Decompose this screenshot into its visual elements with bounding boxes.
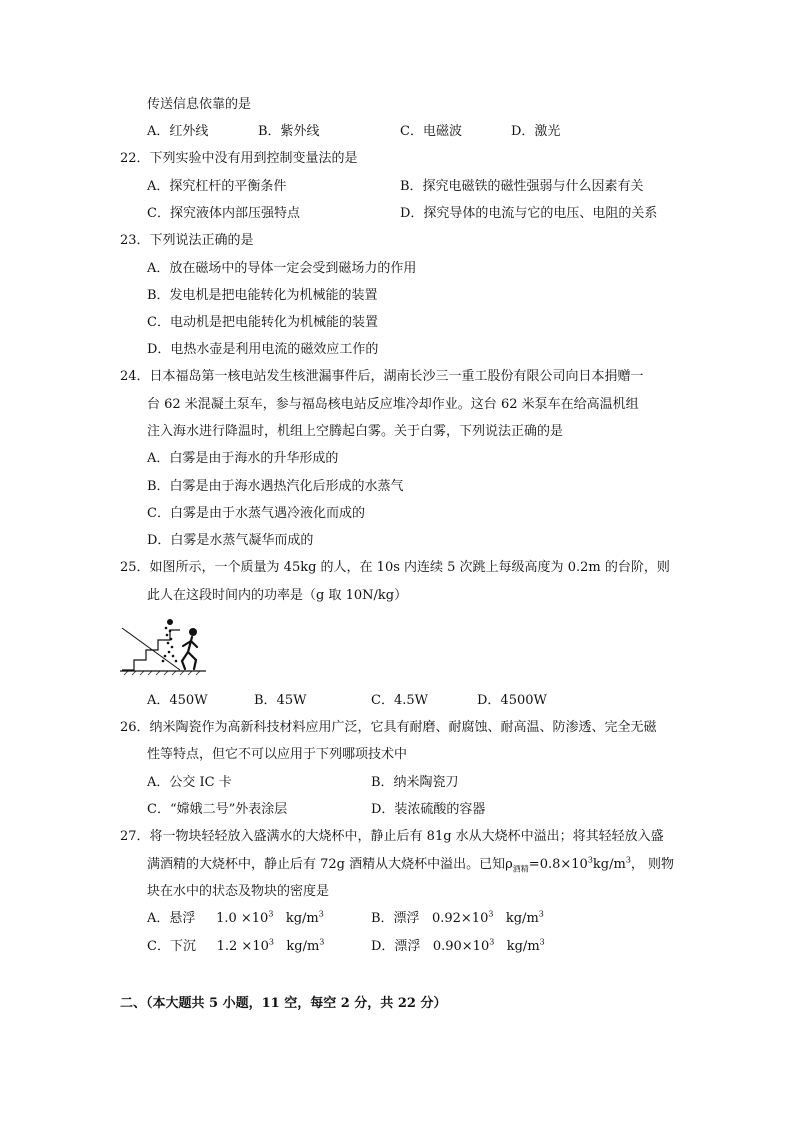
q25-option-c: C．4.5W	[371, 693, 428, 708]
option-exponent: 3	[268, 937, 274, 947]
ghost-person	[162, 619, 178, 662]
q24-option-a: A．白雾是由于海水的升华形成的	[147, 451, 339, 466]
q22-option-a: A．探究杠杆的平衡条件	[147, 179, 287, 194]
q25-option-a: A．450W	[147, 693, 208, 708]
rho-symbol: ρ	[505, 857, 513, 872]
section-2-heading: 二、（本大题共 5 小题，11 空，每空 2 分，共 22 分）	[120, 996, 447, 1011]
q26-stem-line1: 26．纳米陶瓷作为高新科技材料应用广泛，它具有耐磨、耐腐蚀、耐高温、防渗透、完全无磁	[120, 720, 657, 735]
q26-stem-line2: 性等特点，但它不可以应用于下列哪项技术中	[147, 747, 408, 762]
stairs-figure	[118, 614, 208, 676]
option-letter: C．下沉	[147, 939, 196, 954]
q27-stem-line2	[147, 856, 674, 874]
q21-option-a: A．红外线	[147, 124, 209, 139]
q27-stem-line3: 块在水中的状态及物块的密度是	[147, 884, 330, 899]
option-letter: B．漂浮	[371, 911, 420, 926]
option-exponent: 3	[268, 909, 274, 919]
q26-option-b: B．纳米陶瓷刀	[371, 775, 459, 790]
option-number: 0.90×10	[432, 939, 490, 954]
q24-stem-line2: 台 62 米混凝土泵车，参与福岛核电站反应堆冷却作业。这台 62 米泵车在给高温机组	[147, 397, 639, 412]
q26-option-c: C．“嫦娥二号”外表涂层	[147, 802, 288, 817]
q24-option-b: B．白雾是由于海水遇热汽化后形成的水蒸气	[147, 479, 404, 494]
rho-value: =0.8×10	[528, 857, 588, 872]
option-letter: D．漂浮	[371, 939, 421, 954]
q22-option-c: C．探究液体内部压强特点	[147, 206, 300, 221]
q27-option-c	[147, 938, 324, 956]
q23-option-b: B．发电机是把电能转化为机械能的装置	[147, 288, 378, 303]
option-unit-exponent: 3	[318, 909, 324, 919]
option-letter: A．悬浮	[147, 911, 196, 926]
q23-option-d: D．电热水壶是利用电流的磁效应工作的	[147, 342, 379, 357]
option-exponent: 3	[488, 909, 494, 919]
option-number: 0.92×10	[431, 911, 489, 926]
q23-stem: 23．下列说法正确的是	[120, 233, 254, 248]
q25-option-d: D．4500W	[477, 693, 547, 708]
option-exponent: 3	[489, 937, 495, 947]
q21-stem-cont: 传送信息依靠的是	[147, 97, 252, 112]
q27-stem-line2-tail: ， 则物	[630, 857, 675, 872]
option-unit: kg/m	[506, 939, 540, 954]
person	[182, 628, 197, 669]
q24-option-d: D．白雾是水蒸气凝华而成的	[147, 533, 314, 548]
q24-option-c: C．白雾是由于水蒸气遇冷液化而成的	[147, 506, 365, 521]
option-unit: kg/m	[505, 911, 539, 926]
q26-option-a: A．公交 IC 卡	[147, 775, 232, 790]
q27-option-b	[371, 910, 544, 928]
q21-option-b: B．紫外线	[258, 124, 320, 139]
stairs-diagonal	[122, 628, 180, 670]
option-unit: kg/m	[286, 939, 320, 954]
q26-option-d: D．装浓硫酸的容器	[371, 802, 486, 817]
option-unit-exponent: 3	[539, 937, 545, 947]
option-unit-exponent: 3	[319, 937, 325, 947]
rho-exponent: 3	[587, 855, 593, 865]
q24-stem-line1: 24．日本福岛第一核电站发生核泄漏事件后，湖南长沙三一重工股份有限公司向日本捐赠一	[120, 369, 644, 384]
rho-unit-exponent: 3	[625, 855, 631, 865]
option-number: 1.2 ×10	[216, 939, 269, 954]
q27-option-a	[147, 910, 324, 928]
q25-stem-line2: 此人在这段时间内的功率是（g 取 10N/kg）	[147, 588, 408, 603]
option-unit-exponent: 3	[538, 909, 544, 919]
q25-option-b: B．45W	[254, 693, 307, 708]
q21-option-d: D．激光	[511, 124, 561, 139]
q22-option-b: B．探究电磁铁的磁性强弱与什么因素有关	[400, 179, 644, 194]
q21-option-c: C．电磁波	[400, 124, 462, 139]
q23-option-c: C．电动机是把电能转化为机械能的装置	[147, 315, 378, 330]
option-number: 1.0 ×10	[216, 911, 269, 926]
rho-unit: kg/m	[592, 857, 626, 872]
q25-stem-line1: 25．如图所示，一个质量为 45kg 的人，在 10s 内连续 5 次跳上每级高度为 0.2m 的台阶，则	[120, 560, 670, 575]
q27-stem-line2-text: 满酒精的大烧杯中，静止后有 72g 酒精从大烧杯中溢出。已知	[147, 857, 506, 872]
q23-option-a: A．放在磁场中的导体一定会受到磁场力的作用	[147, 261, 417, 276]
option-unit: kg/m	[285, 911, 319, 926]
q24-stem-line3: 注入海水进行降温时，机组上空腾起白雾。关于白雾，下列说法正确的是	[147, 424, 564, 439]
q27-option-d	[371, 938, 545, 956]
rho-subscript: 酒精	[512, 864, 529, 874]
q27-stem-line1: 27．将一物块轻轻放入盛满水的大烧杯中，静止后有 81g 水从大烧杯中溢出；将其轻轻放入盛	[120, 829, 664, 844]
q22-option-d: D．探究导体的电流与它的电压、电阻的关系	[400, 206, 658, 221]
q22-stem: 22．下列实验中没有用到控制变量法的是	[120, 151, 358, 166]
